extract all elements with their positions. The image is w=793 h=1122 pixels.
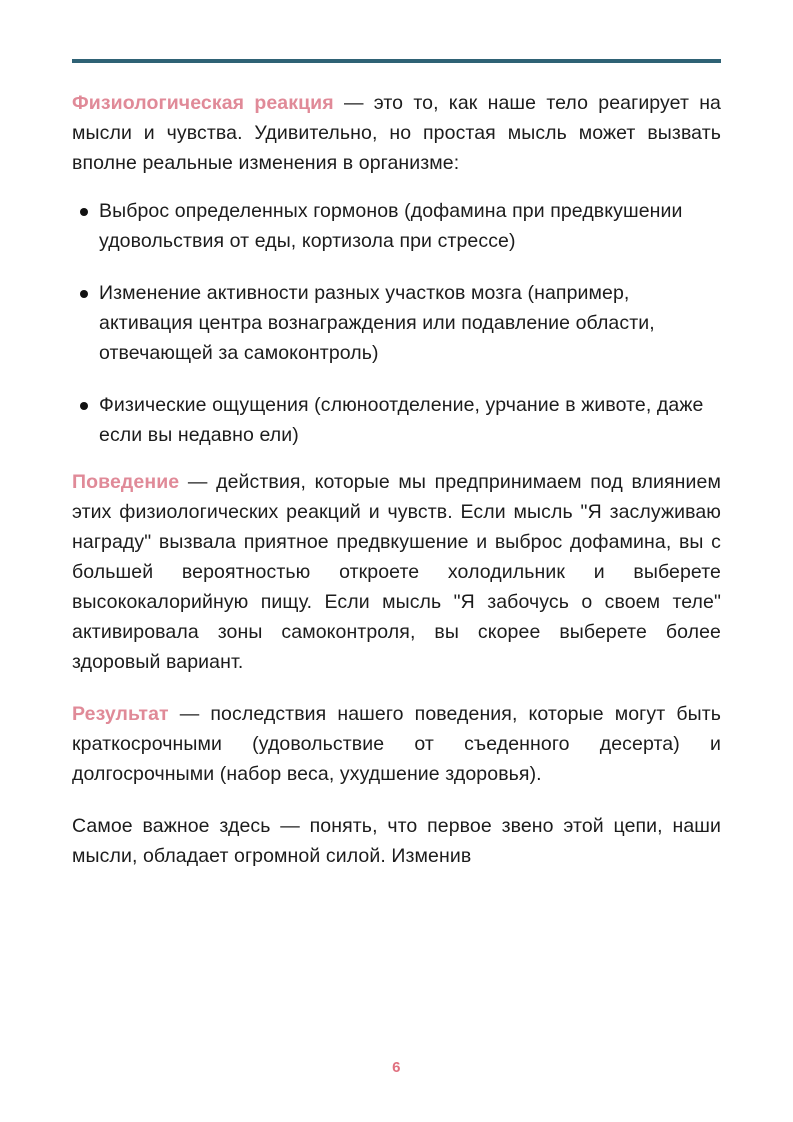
- list-item-label: Изменение активности разных участков мозга (например, активация центра вознаграждения или подавление области, отвечающей за самоконтроль): [99, 282, 655, 364]
- spacer-before-result: [72, 677, 721, 699]
- spacer-after-list: [72, 450, 721, 467]
- list-item: [72, 278, 721, 368]
- spacer-before-closing: [72, 789, 721, 811]
- header-divider-rule: [72, 59, 721, 63]
- spacer-after-intro: [72, 178, 721, 196]
- list-item-label: Физические ощущения (слюноотделение, урчание в животе, даже если вы недавно ели): [99, 394, 704, 446]
- result-body: — последствия нашего поведения, которые могут быть краткосрочными (удовольствие от съеденного десерта) и долгосрочными (набор веса, ухудшение здоровья).: [72, 703, 721, 785]
- page-content: [72, 88, 721, 871]
- intro-paragraph: [72, 88, 721, 178]
- behavior-lead-term: Поведение: [72, 471, 180, 493]
- list-item: [72, 390, 721, 450]
- list-item: [72, 196, 721, 256]
- bullet-dot-icon: [80, 290, 88, 298]
- result-paragraph: [72, 699, 721, 789]
- intro-lead-term: Физиологическая реакция: [72, 92, 334, 114]
- behavior-body: — действия, которые мы предпринимаем под влиянием этих физиологических реакций и чувств. Если мысль "Я заслуживаю награду" вызвала приятное предвкушение и выброс дофамина, вы с большей вероятностью откроете холодильник и выберете высококалорийную пищу. Если мысль "Я забочусь о своем теле" активировала зоны самоконтроля, вы скорее выберете более здоровый вариант.: [72, 471, 721, 673]
- closing-paragraph: Самое важное здесь — понять, что первое звено этой цепи, наши мысли, обладает огромной силой. Изменив: [72, 815, 721, 867]
- bullet-dot-icon: [80, 402, 88, 410]
- bullet-dot-icon: [80, 208, 88, 216]
- list-item-label: Выброс определенных гормонов (дофамина при предвкушении удовольствия от еды, кортизола при стрессе): [99, 200, 683, 252]
- result-lead-term: Результат: [72, 703, 169, 725]
- intro-body: — это то, как наше тело реагирует на мысли и чувства. Удивительно, но простая мысль может вызвать вполне реальные изменения в организме:: [72, 92, 722, 174]
- page-number: 6: [392, 1059, 401, 1076]
- physiological-reaction-list: [72, 196, 721, 450]
- behavior-paragraph: [72, 467, 721, 677]
